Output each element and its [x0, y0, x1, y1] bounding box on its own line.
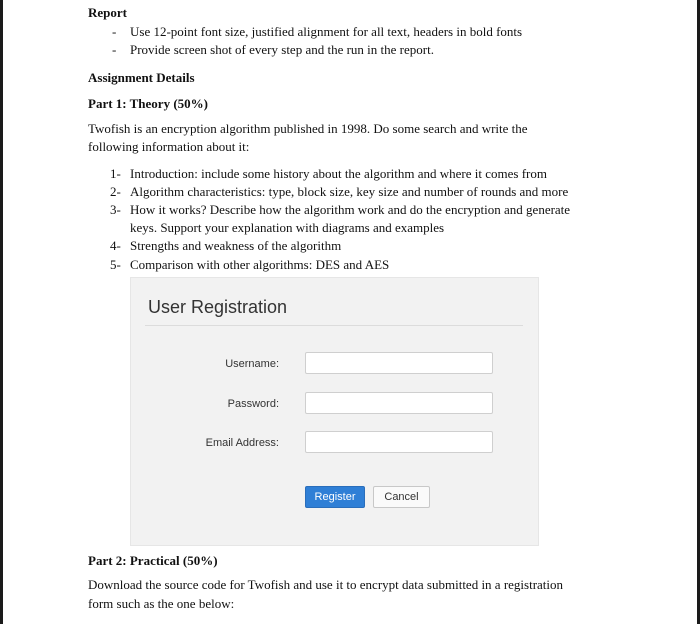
part1-heading: Part 1: Theory (50%): [88, 96, 208, 111]
cancel-button[interactable]: Cancel: [373, 486, 430, 508]
bullet-dash: -: [112, 42, 117, 57]
register-button[interactable]: Register: [305, 486, 365, 508]
assignment-heading: Assignment Details: [88, 70, 195, 85]
item-3-text-line-2: keys. Support your explanation with diagrams and examples: [130, 220, 445, 235]
bullet-dash: -: [112, 24, 117, 39]
intro-line-1: Twofish is an encryption algorithm published in 1998. Do some search and write the: [88, 121, 528, 136]
item-number: 4-: [110, 238, 121, 253]
item-number: 1-: [110, 166, 121, 181]
item-number: 3-: [110, 202, 121, 217]
report-bullet-1: Use 12-point font size, justified alignment for all text, headers in bold fonts: [130, 24, 523, 39]
title-divider: [145, 325, 523, 326]
left-border: [0, 0, 3, 624]
item-4-text: Strengths and weakness of the algorithm: [130, 238, 342, 253]
item-3-text-line-1: How it works? Describe how the algorithm work and do the encryption and generate: [130, 202, 571, 217]
email-label: Email Address:: [205, 437, 279, 449]
item-1-text: Introduction: include some history about the algorithm and where it comes from: [130, 166, 547, 181]
item-2-text: Algorithm characteristics: type, block size, key size and number of rounds and more: [130, 184, 569, 199]
email-input[interactable]: [305, 431, 493, 453]
password-label: Password:: [227, 398, 279, 410]
item-number: 5-: [110, 257, 121, 272]
item-number: 2-: [110, 184, 121, 199]
intro-line-2: following information about it:: [88, 139, 250, 154]
part2-line-1: Download the source code for Twofish and use it to encrypt data submitted in a registration: [88, 577, 564, 592]
report-heading: Report: [88, 5, 127, 20]
part2-line-2: form such as the one below:: [88, 596, 235, 611]
password-input[interactable]: [305, 392, 493, 414]
username-label: Username:: [225, 358, 279, 370]
part2-heading: Part 2: Practical (50%): [88, 553, 218, 568]
user-registration-form: [130, 277, 539, 546]
form-title: User Registration: [148, 297, 288, 317]
report-bullet-2: Provide screen shot of every step and the run in the report.: [130, 42, 434, 57]
username-input[interactable]: [305, 352, 493, 374]
item-5-text: Comparison with other algorithms: DES and AES: [130, 257, 390, 272]
